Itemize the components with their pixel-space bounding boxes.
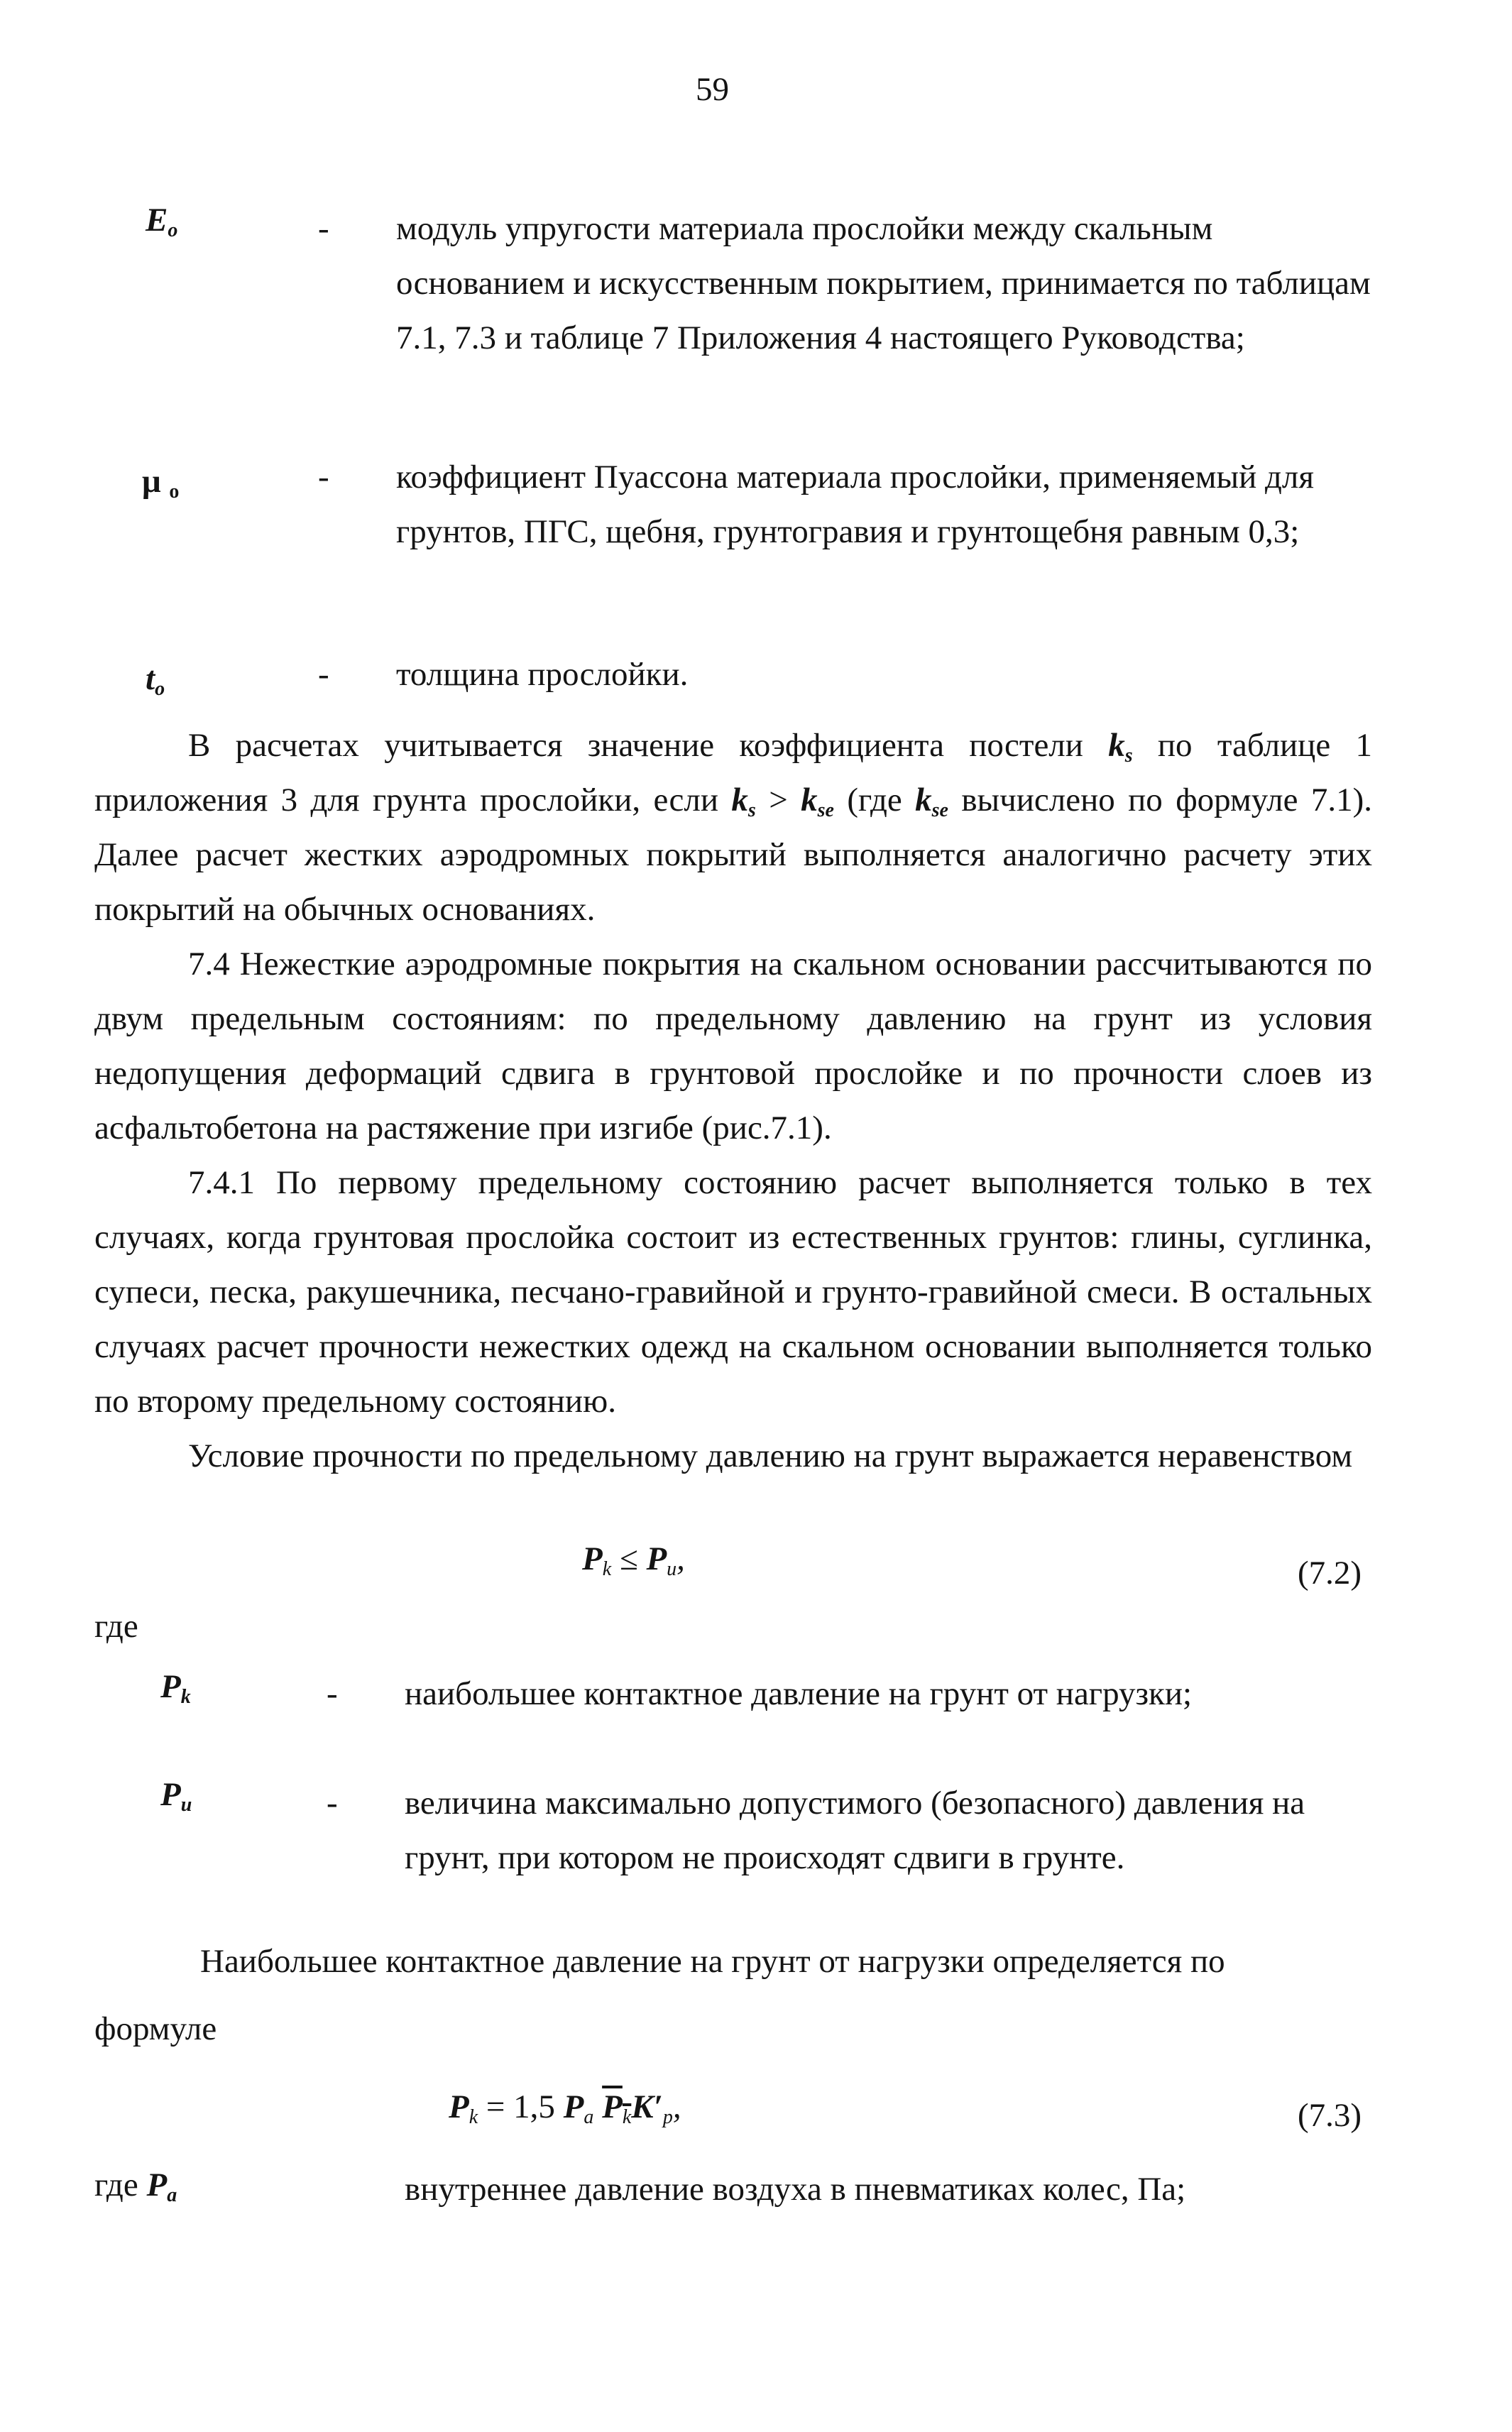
paragraph-contact-pressure-cont: формуле xyxy=(94,2010,217,2047)
definition-text-E0: модуль упругости материала прослойки между скальным основанием и искусственным покрытием, принимается по таблицам 7.1, 7.3 и таблице 7 Приложения 4 настоящего Руководства; xyxy=(396,210,1371,356)
definition-text-Pk: наибольшее контактное давление на грунт от нагрузки; xyxy=(405,1675,1193,1712)
paragraph-7-4: 7.4 Нежесткие аэродромные покрытия на скальном основании рассчитываются по двум предельным состояниям: по предельному давлению на грунт из условия недопущения деформаций сдвига в грунтовой прослойке и по прочности слоев из асфальтобетона на растяжение при изгибе (рис.7.1). xyxy=(94,946,1372,1146)
definition-dash: - xyxy=(327,1675,338,1712)
symbol-mu0: μ $_o$ xyxy=(142,463,180,503)
definition-dash: - xyxy=(318,459,329,495)
definition-dash: - xyxy=(327,1785,338,1822)
definition-text-t0: толщина прослойки. xyxy=(396,656,689,693)
symbol-Pk: $P_k$ xyxy=(160,1668,191,1708)
paragraph-7-4-1: 7.4.1 По первому предельному состоянию расчет выполняется только в тех случаях, когда грунтовая прослойка состоит из естественных грунтов: глины, суглинка, супеси, песка, ракушечника, песчано-гравийной и грунто-гравийной смеси. В остальных случаях расчет прочности нежестких одежд на скальном основании выполняется только по второму предельному состоянию. xyxy=(94,1164,1372,1420)
symbol-E0: $E_o$ xyxy=(146,202,178,241)
formula-7-2: $P_k \le P_u$, xyxy=(582,1540,685,1580)
symbol-Pu: $P_u$ xyxy=(160,1776,192,1816)
paragraph-contact-pressure: Наибольшее контактное давление на грунт от нагрузки определяется по xyxy=(200,1943,1225,1980)
page-number: 59 xyxy=(696,71,729,108)
paragraph-strength-condition: Условие прочности по предельному давлению на грунт выражается неравенством xyxy=(188,1437,1353,1474)
formula-7-3: $P_k = 1,5$ $P_a$ $P_kK'_p$, xyxy=(449,2088,681,2128)
equation-number-7-3: (7.3) xyxy=(1298,2097,1362,2134)
definition-text-Pa: внутреннее давление воздуха в пневматиках колес, Па; xyxy=(405,2171,1186,2208)
definition-text-Pu: величина максимально допустимого (безопасного) давления на грунт, при котором не происходят сдвиги в грунте. xyxy=(405,1785,1305,1876)
where-label: где xyxy=(94,1608,138,1645)
definition-dash: - xyxy=(318,656,329,693)
symbol-t0: $t_o$ xyxy=(146,660,165,700)
definition-text-mu0: коэффициент Пуассона материала прослойки, применяемый для грунтов, ПГС, щебня, грунтогравия и грунтощебня равным 0,3; xyxy=(396,459,1314,550)
where-Pa: где $P_a$ xyxy=(94,2167,177,2206)
equation-number-7-2: (7.2) xyxy=(1298,1555,1362,1592)
paragraph-subgrade-coefficient: В расчетах учитывается значение коэффициента постели $k_s$ по таблице 1 приложения 3 для грунта прослойки, если $k_s > k_{se}$ (где $k_{se}$ вычислено по формуле 7.1). Далее расчет жестких аэродромных покрытий выполняется аналогично расчету этих покрытий на обычных основаниях. xyxy=(94,727,1372,928)
definition-dash: - xyxy=(318,210,329,247)
